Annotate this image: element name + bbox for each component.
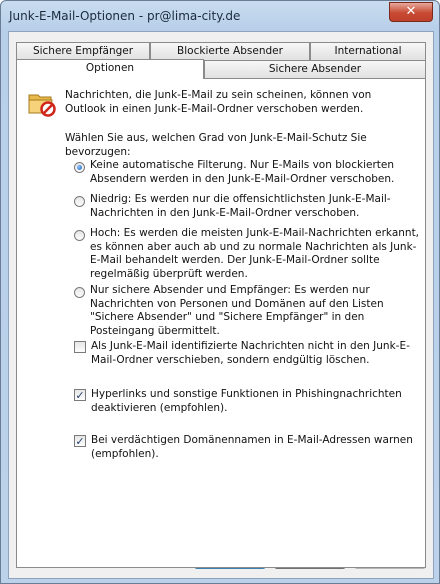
radio-label-low[interactable]: Niedrig: Es werden nur die offensichtlichsten Junk-E-Mail-Nachrichten in den Junk-E-Mail-Ordner verschoben. <box>90 193 391 219</box>
radio-label-safe-lists[interactable]: Nur sichere Absender und Empfänger: Es werden nur Nachrichten von Personen und Domänen auf den Listen "Sichere Absender" und "Sichere Empfänger" in den Posteingang übermittelt. <box>90 284 384 337</box>
window-title: Junk-E-Mail-Optionen - pr@lima-city.de <box>9 9 241 23</box>
protection-level-question: Wählen Sie aus, welchen Grad von Junk-E-Mail-Schutz Sie bevorzugen: <box>65 132 367 158</box>
checkbox-label-delete-junk[interactable]: Als Junk-E-Mail identifizierte Nachrichten nicht in den Junk-E-Mail-Ordner verschieben, sondern endgültig löschen. <box>91 340 410 366</box>
radio-label-high[interactable]: Hoch: Es werden die meisten Junk-E-Mail-Nachrichten erkannt, es können aber auch ab und zu normale Nachrichten als Junk-E-Mail behandelt werden. Der Junk-E-Mail-Ordner sollte regelmäßig überprüft werden. <box>90 227 420 280</box>
tab-international[interactable]: International <box>310 42 426 60</box>
checkbox-warn-suspicious-domains[interactable]: ✓ <box>75 435 85 448</box>
tab-sichere-empfaenger[interactable]: Sichere Empfänger <box>16 42 150 60</box>
intro-text: Nachrichten, die Junk-E-Mail zu sein scheinen, können von Outlook in einen Junk-E-Mail-Ordner verschoben werden. <box>65 89 372 115</box>
tab-sichere-absender[interactable]: Sichere Absender <box>204 60 426 78</box>
radio-level-none[interactable] <box>74 162 85 173</box>
title-bar[interactable] <box>1 1 439 31</box>
radio-level-low[interactable] <box>74 196 85 207</box>
checkbox-disable-phishing-links[interactable]: ✓ <box>75 389 85 402</box>
radio-level-high[interactable] <box>74 230 85 241</box>
dialog-client <box>8 31 434 579</box>
checkbox-label-warn-suspicious-domains[interactable]: Bei verdächtigen Domänennamen in E-Mail-Adressen warnen (empfohlen). <box>91 434 413 460</box>
checkbox-delete-junk[interactable] <box>74 341 86 353</box>
junk-folder-block-icon <box>27 87 57 117</box>
checkbox-label-disable-phishing-links[interactable]: Hyperlinks und sonstige Funktionen in Phishingnachrichten deaktivieren (empfohlen). <box>91 388 402 414</box>
close-button[interactable]: ✕ <box>389 2 433 22</box>
tab-optionen[interactable]: Optionen <box>16 59 204 79</box>
radio-label-none[interactable]: Keine automatische Filterung. Nur E-Mails von blockierten Absendern werden in den Junk-E-Mail-Ordner verschoben. <box>90 159 395 185</box>
radio-level-safe-lists[interactable] <box>74 287 85 298</box>
tab-blockierte-absender[interactable]: Blockierte Absender <box>150 42 310 60</box>
options-panel <box>16 78 426 568</box>
